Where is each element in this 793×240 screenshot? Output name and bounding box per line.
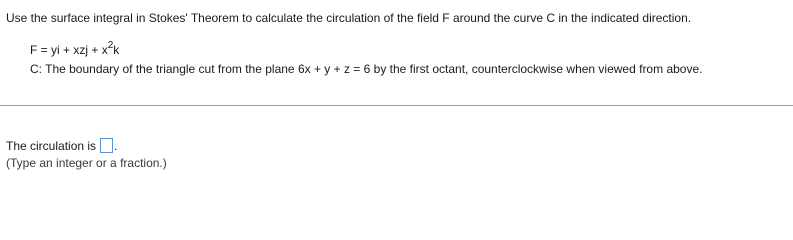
- answer-input[interactable]: [100, 138, 113, 153]
- answer-row: [6, 138, 117, 153]
- formula-main: F = yi + xzj + x: [30, 43, 108, 57]
- answer-hint: (Type an integer or a fraction.): [6, 156, 167, 170]
- answer-label: The circulation is: [6, 138, 97, 153]
- formula-exponent: 2: [107, 40, 114, 51]
- vector-field-formula: [30, 40, 120, 57]
- curve-description: C: The boundary of the triangle cut from the plane 6x + y + z = 6 by the first octant, counterclockwise when viewed from above.: [30, 62, 703, 76]
- question-text: Use the surface integral in Stokes' Theorem to calculate the circulation of the field F around the curve C in the indicated direction.: [6, 11, 692, 25]
- section-divider: [0, 105, 793, 106]
- formula-k: k: [113, 43, 120, 57]
- answer-period: .: [114, 138, 118, 153]
